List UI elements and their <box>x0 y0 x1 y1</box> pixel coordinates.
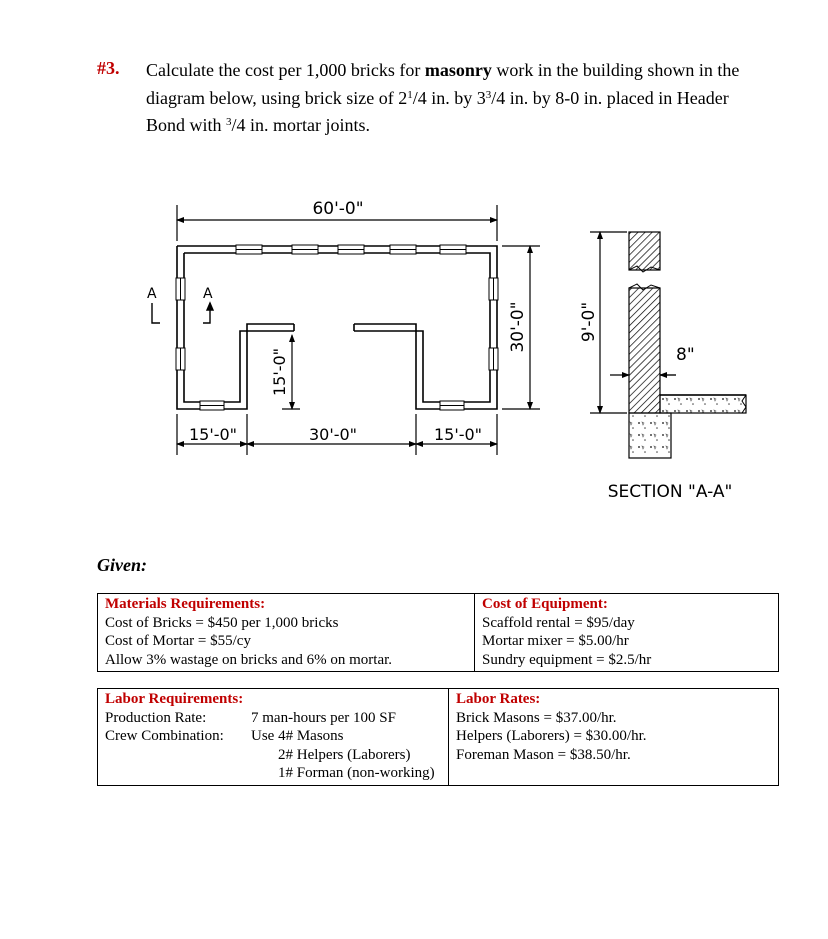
section-mark-a-left: A <box>147 286 157 302</box>
equipment-header: Cost of Equipment: <box>482 596 608 612</box>
q-line2-a: diagram below, using brick size of 2 <box>146 87 408 108</box>
plan-windows <box>176 245 498 410</box>
labor-rate-line: Helpers (Laborers) = $30.00/hr. <box>456 728 647 744</box>
q-frac3-den: /4 in. mortar joints. <box>231 115 371 135</box>
labor-table <box>97 688 779 786</box>
dim-bottom-right-label: 15'-0" <box>433 425 483 444</box>
q-frac1-num: 1 <box>407 88 413 101</box>
dim-right-label: 30'-0" <box>508 301 528 353</box>
plan-wall-inner <box>184 253 490 402</box>
materials-line: Allow 3% wastage on bricks and 6% on mortar. <box>105 651 393 668</box>
q-line1-bold: masonry <box>424 60 492 80</box>
plan-walls <box>177 246 497 409</box>
crew-row <box>105 727 441 746</box>
q-frac2-den: /4 in. by 8-0 in. placed in Header <box>491 87 729 108</box>
crew-line-3: 1# Forman (non-working) <box>278 765 435 781</box>
q-frac1-den: /4 in. by 3 <box>412 87 486 108</box>
section-cut-marks <box>152 303 213 323</box>
production-row <box>105 709 441 728</box>
equipment-cell <box>475 594 779 672</box>
q-line3-a: Bond with <box>146 115 227 135</box>
dim-bottom-mid-label: 30'-0" <box>308 425 358 444</box>
materials-equipment-table <box>97 593 779 672</box>
equipment-line: Scaffold rental = $95/day <box>482 614 635 631</box>
q-frac2-num: 3 <box>485 88 492 101</box>
crew-line-2: 2# Helpers (Laborers) <box>278 746 411 763</box>
production-label: Production Rate: <box>105 709 207 726</box>
production-value: 7 man-hours per 100 SF <box>251 709 396 726</box>
dim-bottom-left-label: 15'-0" <box>188 425 238 444</box>
materials-line: Cost of Bricks = $450 per 1,000 bricks <box>105 614 339 631</box>
section-title: SECTION "A-A" <box>607 482 733 502</box>
equipment-line: Sundry equipment = $2.5/hr <box>482 651 652 668</box>
materials-line: Cost of Mortar = $55/cy <box>105 633 251 649</box>
section-height-label: 9'-0" <box>579 301 599 343</box>
given-label: Given: <box>97 555 147 575</box>
q-line1-pre: Calculate the cost per 1,000 bricks for <box>146 60 425 80</box>
section-thickness-label: 8" <box>676 345 695 365</box>
materials-cell <box>98 594 475 672</box>
q-line1-post: work in the building shown in the <box>491 60 740 80</box>
q-frac3-num: 3 <box>226 116 232 128</box>
labor-rate-line: Brick Masons = $37.00/hr. <box>456 709 617 726</box>
labor-req-cell <box>98 689 449 786</box>
labor-rates-cell <box>449 689 779 786</box>
crew-label: Crew Combination: <box>105 728 224 744</box>
equipment-line: Mortar mixer = $5.00/hr <box>482 633 629 649</box>
labor-req-header: Labor Requirements: <box>105 691 244 707</box>
section-mark-a-right: A <box>203 286 213 302</box>
dim-inner-label: 15'-0" <box>270 347 289 397</box>
materials-header: Materials Requirements: <box>105 596 266 612</box>
question-number: #3. <box>97 58 120 78</box>
dim-top-label: 60'-0" <box>312 199 364 219</box>
labor-rate-line: Foreman Mason = $38.50/hr. <box>456 746 631 763</box>
labor-rates-header: Labor Rates: <box>456 691 541 707</box>
crew-value: Use 4# Masons <box>251 728 344 744</box>
plan-wall-outer <box>177 246 497 409</box>
